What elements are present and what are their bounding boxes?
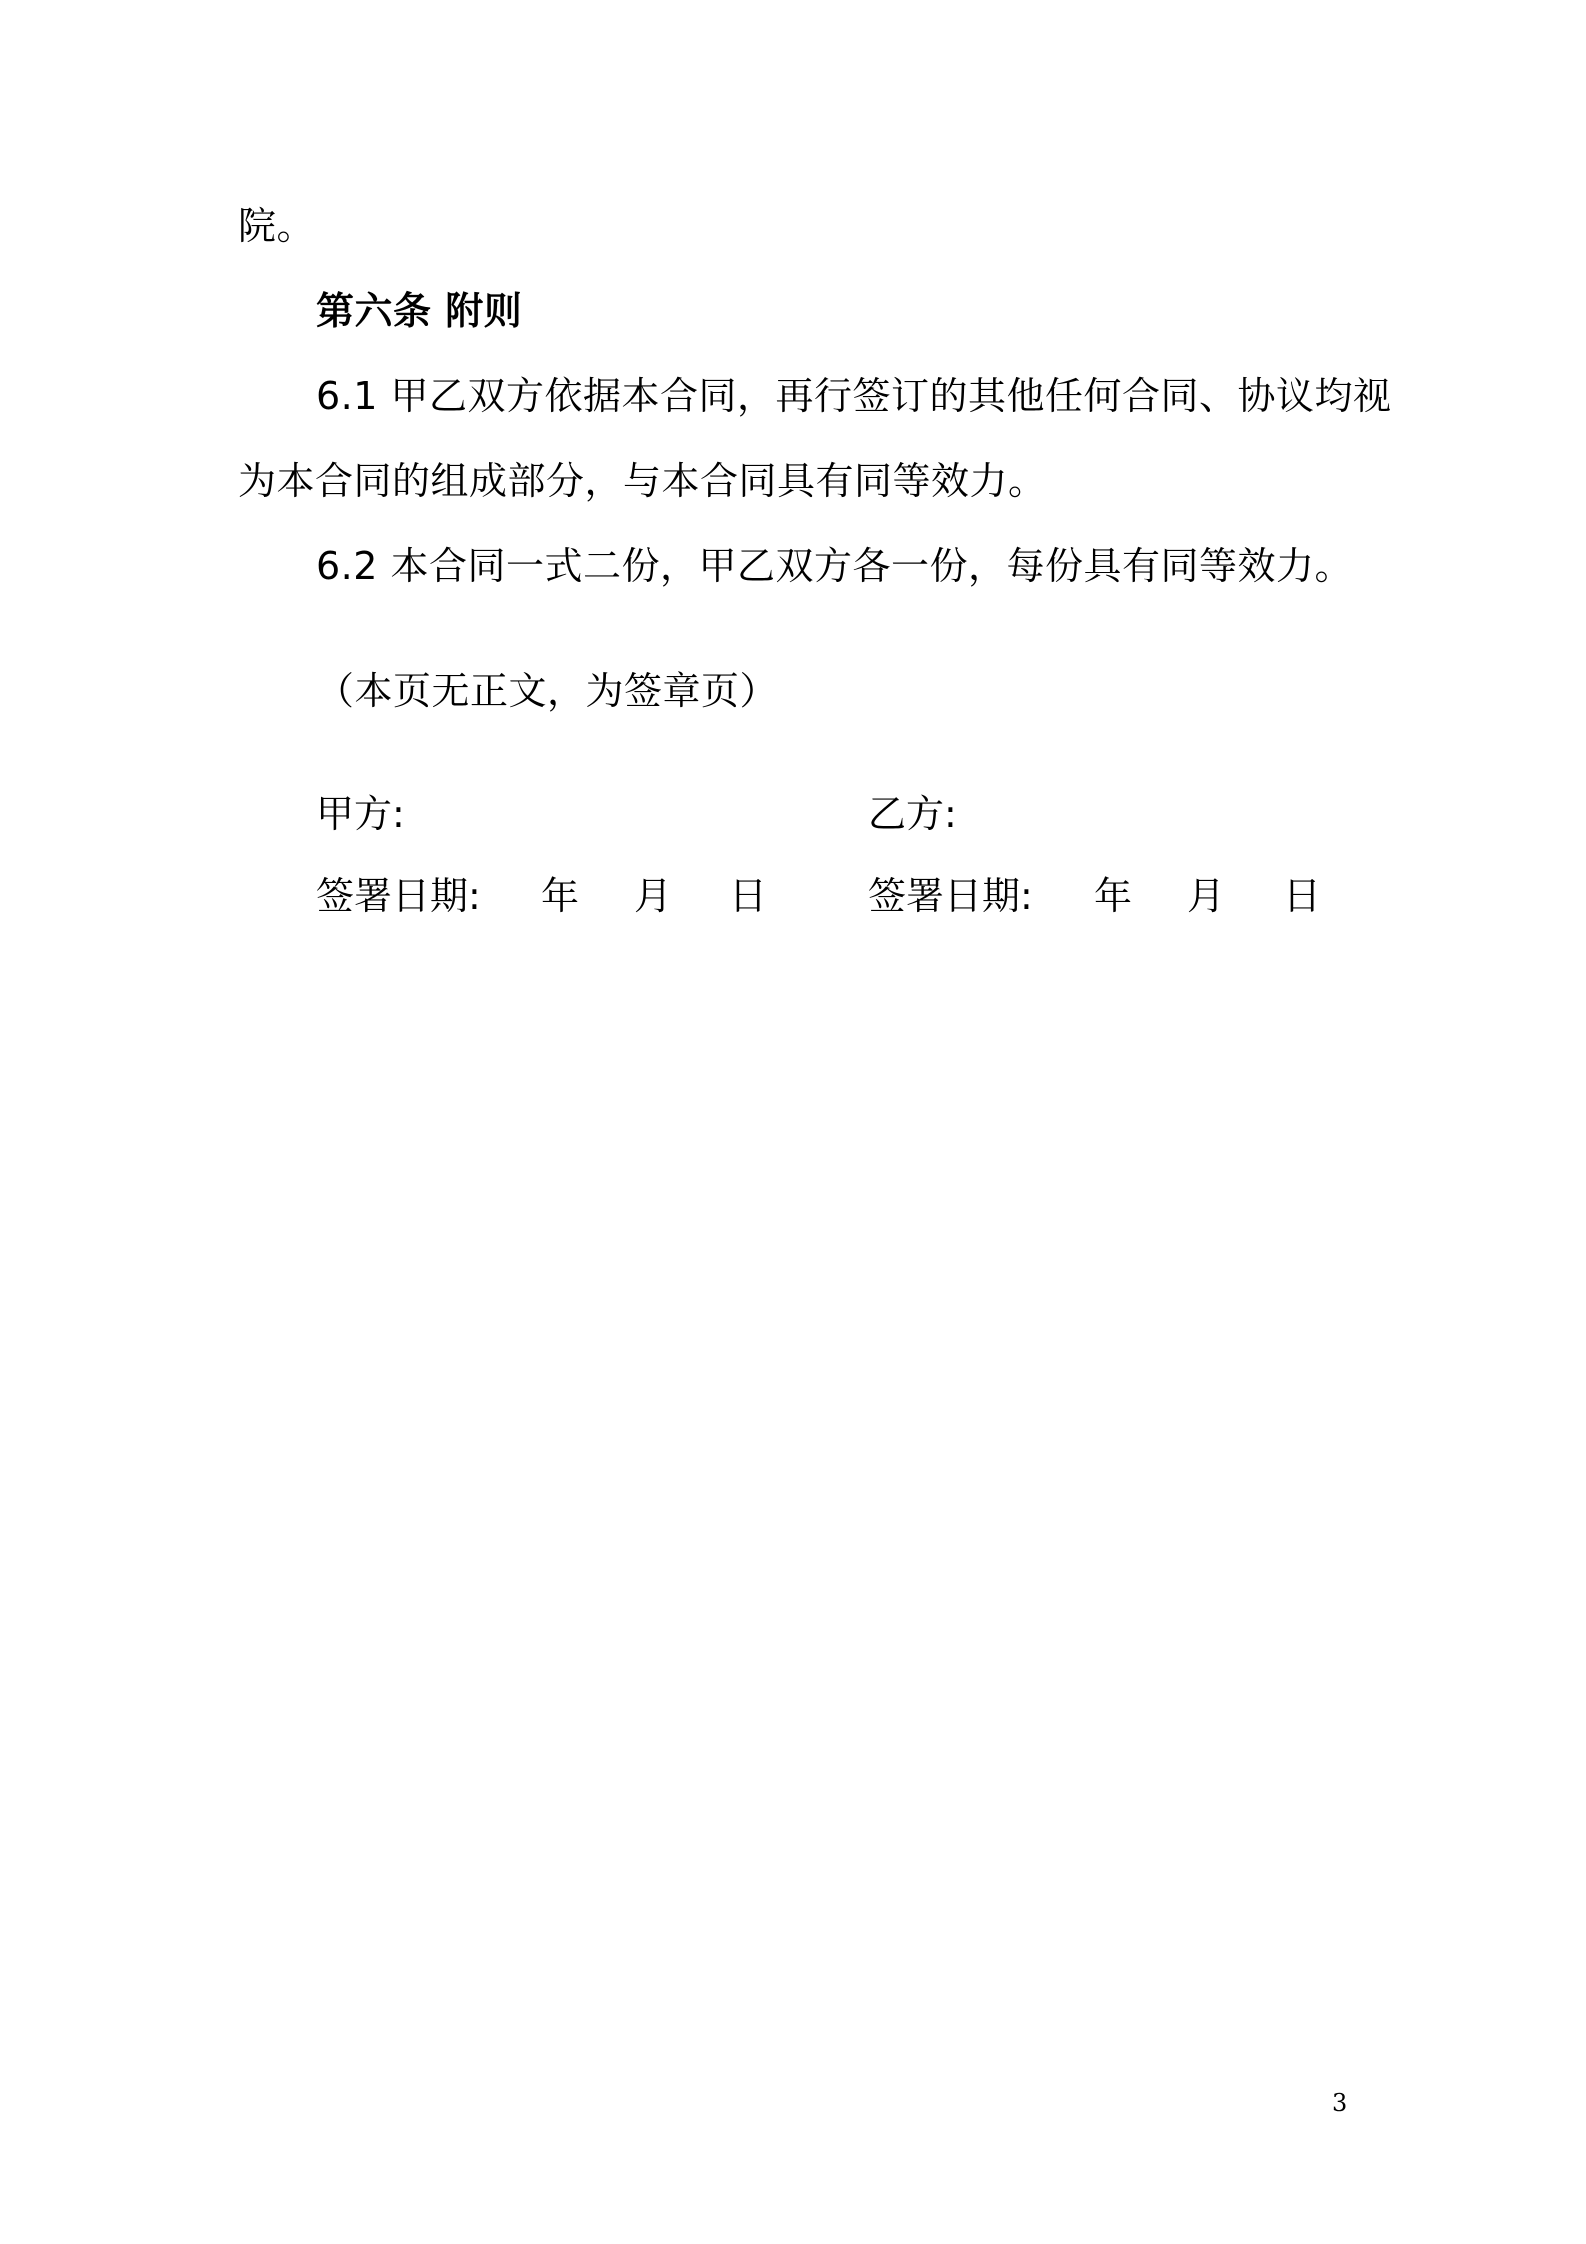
party-a-date-label: 签署日期:	[316, 874, 481, 918]
clause-6-1-line-1: 6.1 甲乙双方依据本合同，再行签订的其他任何合同、协议均视	[316, 374, 1392, 418]
page-number: 3	[1332, 2089, 1348, 2117]
party-b-day-label: 日	[1283, 874, 1322, 918]
party-a-month-label: 月	[634, 874, 673, 918]
clause-6-2: 6.2 本合同一式二份，甲乙双方各一份，每份具有同等效力。	[316, 544, 1354, 588]
party-b-label: 乙方:	[868, 792, 957, 836]
clause-6-1-line-2: 为本合同的组成部分，与本合同具有同等效力。	[238, 459, 1047, 503]
party-a-year-label: 年	[541, 874, 580, 918]
party-a-day-label: 日	[729, 874, 768, 918]
party-b-date-label: 签署日期:	[868, 874, 1033, 918]
party-a-label: 甲方:	[316, 792, 405, 836]
continuation-text: 院。	[238, 204, 316, 248]
signature-page-note: （本页无正文，为签章页）	[316, 669, 779, 713]
party-b-month-label: 月	[1187, 874, 1226, 918]
party-b-year-label: 年	[1094, 874, 1133, 918]
article-heading: 第六条 附则	[316, 289, 523, 333]
